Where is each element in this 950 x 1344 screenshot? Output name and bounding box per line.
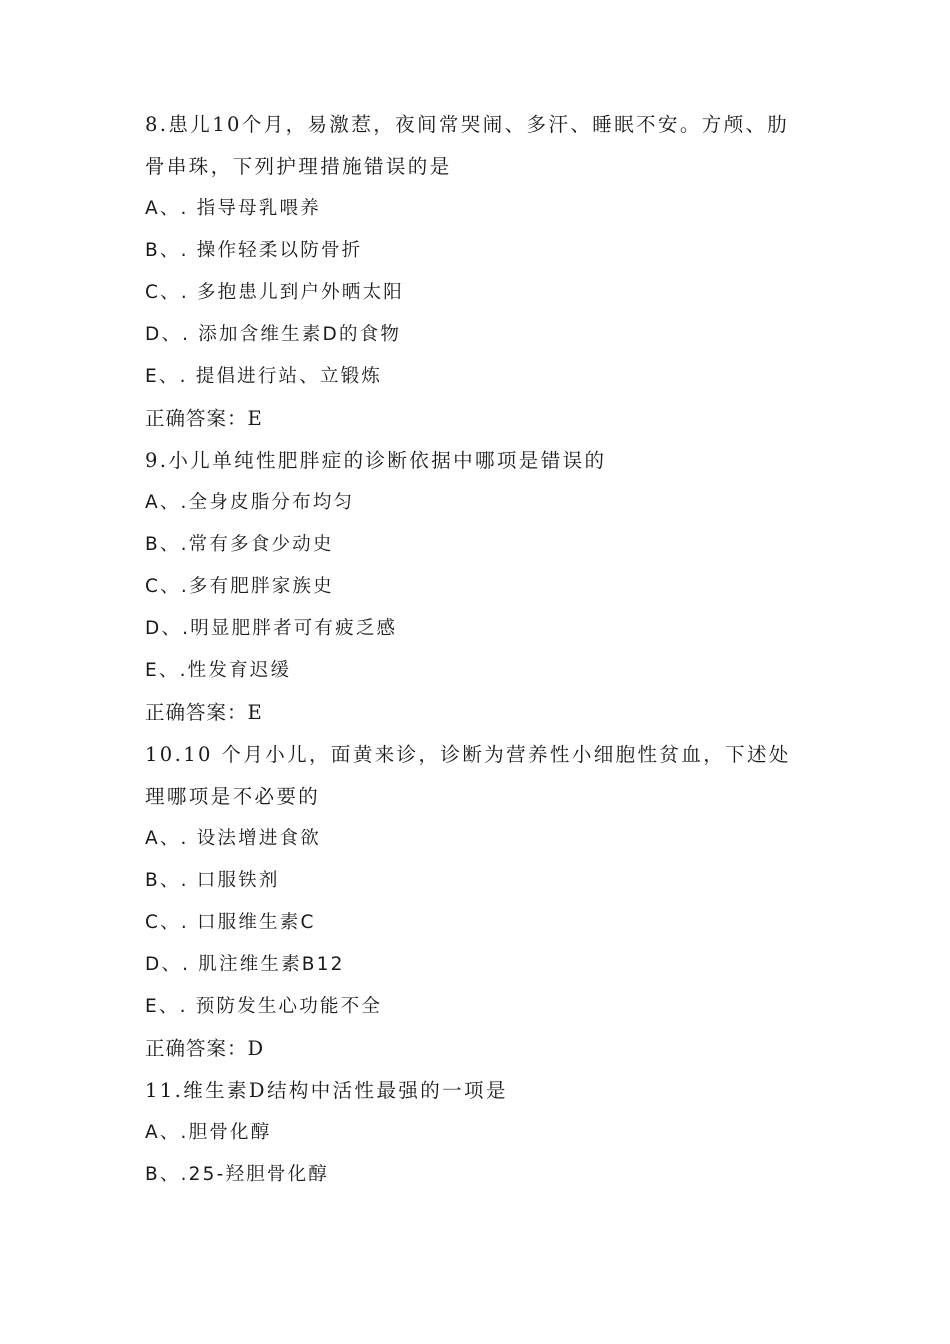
question-11-line-1: 11.维生素D结构中活性最强的一项是 <box>145 1079 508 1102</box>
question-11-option-b: B、.25-羟胆骨化醇 <box>145 1164 329 1185</box>
question-10-option-a: A、. 设法增进食欲 <box>145 828 321 849</box>
question-9-option-e: E、.性发育迟缓 <box>145 660 292 681</box>
question-9-option-a: A、.全身皮脂分布均匀 <box>145 492 355 513</box>
question-10-option-b: B、. 口服铁剂 <box>145 870 280 891</box>
question-11-option-a: A、.胆骨化醇 <box>145 1122 272 1143</box>
question-10-option-c: C、. 口服维生素C <box>145 912 316 933</box>
question-10-answer: 正确答案：D <box>145 1037 265 1060</box>
question-10-line-1: 10.10 个月小儿，面黄来诊，诊断为营养性小细胞性贫血，下述处 <box>145 743 791 766</box>
question-9-line-1: 9.小儿单纯性肥胖症的诊断依据中哪项是错误的 <box>145 449 607 472</box>
question-8-option-a: A、. 指导母乳喂养 <box>145 198 321 219</box>
question-8-option-b: B、. 操作轻柔以防骨折 <box>145 240 363 261</box>
question-8-option-d: D、. 添加含维生素D的食物 <box>145 324 402 345</box>
question-9-answer: 正确答案：E <box>145 701 263 724</box>
question-10-option-e: E、. 预防发生心功能不全 <box>145 996 383 1017</box>
question-8-line-2: 骨串珠，下列护理措施错误的是 <box>145 155 452 178</box>
question-8-answer: 正确答案：E <box>145 407 263 430</box>
question-8-option-c: C、. 多抱患儿到户外晒太阳 <box>145 282 404 303</box>
question-9-option-c: C、.多有肥胖家族史 <box>145 576 334 597</box>
question-10-option-d: D、. 肌注维生素B12 <box>145 954 345 975</box>
document-page <box>145 104 810 1196</box>
question-9-option-b: B、.常有多食少动史 <box>145 534 334 555</box>
question-8-option-e: E、. 提倡进行站、立锻炼 <box>145 366 383 387</box>
question-9-option-d: D、.明显肥胖者可有疲乏感 <box>145 618 398 639</box>
question-10-line-2: 理哪项是不必要的 <box>145 785 321 808</box>
question-8-line-1: 8.患儿10个月，易激惹，夜间常哭闹、多汗、睡眠不安。方颅、肋 <box>145 113 790 136</box>
